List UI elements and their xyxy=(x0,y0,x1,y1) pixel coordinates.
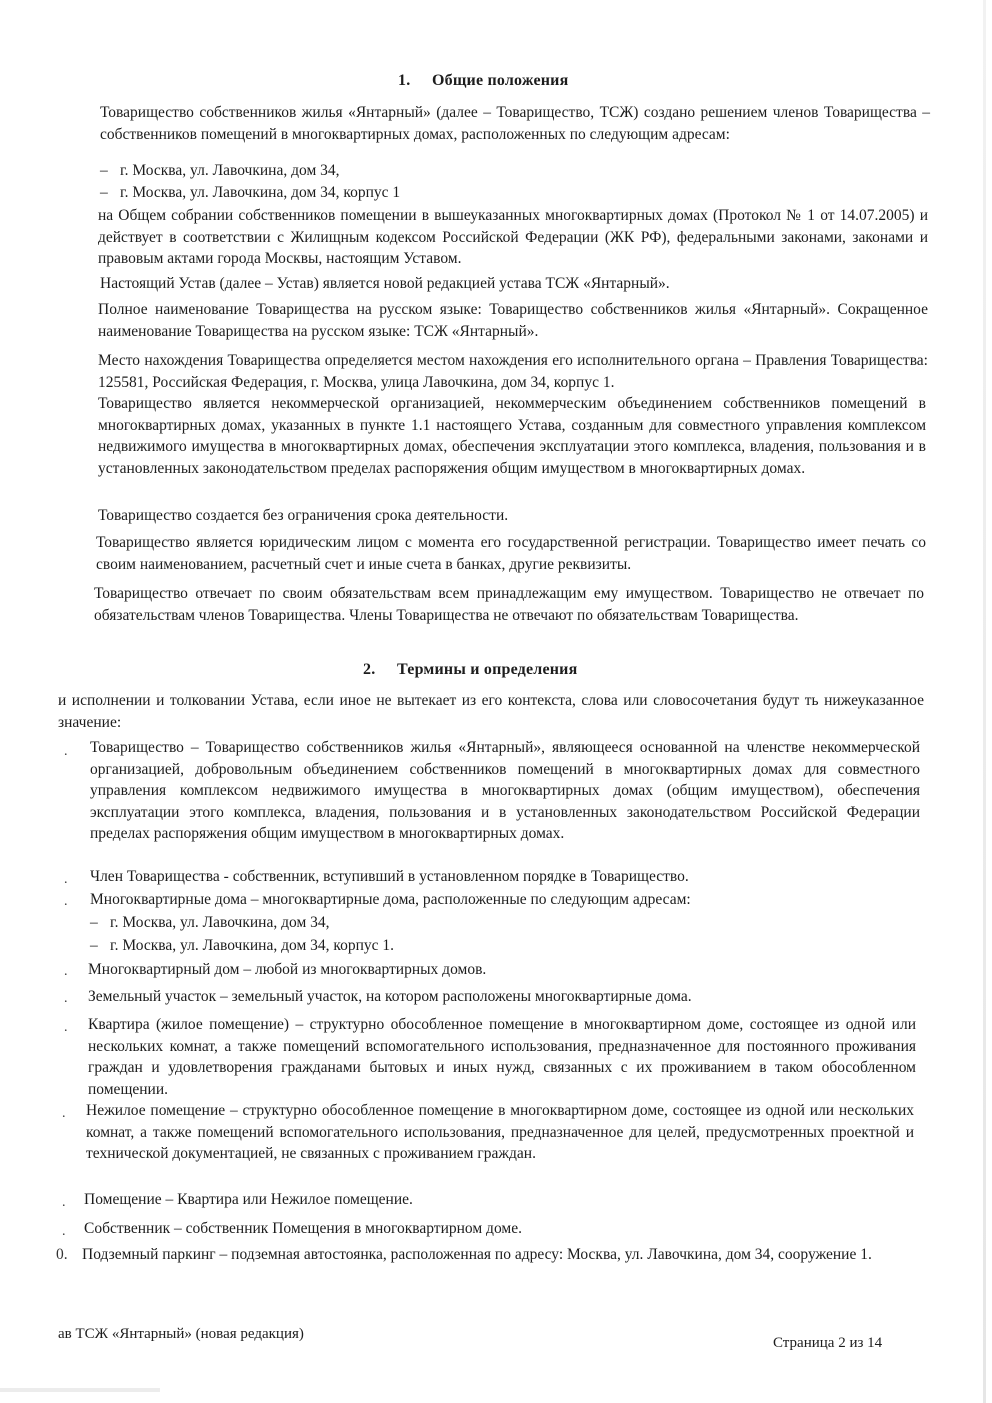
address-item: – г. Москва, ул. Лавочкина, дом 34, корпус 1. xyxy=(90,937,395,954)
paragraph: Товарищество является юридическим лицом с момента его государственной регистрации. Товарищество имеет печать со своим наименованием, расчетный счет и иные счета в банках, другие реквизиты. xyxy=(96,534,926,573)
footer-document-title: ав ТСЖ «Янтарный» (новая редакция) xyxy=(58,1326,304,1342)
section-title: Общие положения xyxy=(432,72,569,89)
definition-item: Помещение – Квартира или Нежилое помещение. xyxy=(84,1191,413,1208)
section-number: 1. xyxy=(398,72,411,89)
paragraph: Товарищество создается без ограничения срока деятельности. xyxy=(98,507,509,524)
paragraph: Товарищество является некоммерческой организацией, некоммерческим объединением собственников помещений в многоквартирных домах, указанных в пункте 1.1 настоящего Устава, созданным для совместного управления комплексом недвижимого имущества в многоквартирных домах, обеспечения эксплуатации этого комплекса, владения, пользования и в установленных законодательством пределах распоряжения общим имуществом в многоквартирных домах. xyxy=(98,395,926,477)
paragraph: и исполнении и толковании Устава, если иное не вытекает из его контекста, слова или словосочетания будут ть нижеуказанное значение: xyxy=(58,692,924,731)
paragraph: Товарищество собственников жилья «Янтарный» (далее – Товарищество, ТСЖ) создано решением членов Товарищества – собственников помещений в многоквартирных домах, расположенных по следующим адресам: xyxy=(100,104,930,143)
list-mark: . xyxy=(64,991,68,1006)
paragraph: Настоящий Устав (далее – Устав) является новой редакцией устава ТСЖ «Янтарный». xyxy=(100,275,670,292)
definition-item: Подземный паркинг – подземная автостоянка, расположенная по адресу: Москва, ул. Лавочкина, дом 34, сооружение 1. xyxy=(82,1246,872,1263)
definition-item: Собственник – собственник Помещения в многоквартирном доме. xyxy=(84,1220,522,1237)
definition-item: Квартира (жилое помещение) – структурно обособленное помещение в многоквартирном доме, состоящее из одной или нескольких комнат, а также помещений вспомогательного использования, предназначенное для постоянного проживания граждан и удовлетворения гражданами бытовых и иных нужд, связанных с их проживанием в таком обособленном помещении. xyxy=(88,1016,916,1098)
section-title: Термины и определения xyxy=(397,661,578,678)
paragraph: Полное наименование Товарищества на русском языке: Товарищество собственников жилья «Янтарный». Сокращенное наименование Товарищества на русском языке: ТСЖ «Янтарный». xyxy=(98,301,928,340)
definition-item: Товарищество – Товарищество собственников жилья «Янтарный», являющееся основанной на членстве некоммерческой организацией, добровольным объединением собственников помещений в многоквартирных домах для совместного управления комплексом недвижимого имущества в многоквартирных домах (общим имуществом), обеспечения эксплуатации этого комплекса, владения, пользования и в установленных законодательством Российской Федерации пределах распоряжения общим имуществом в многоквартирных домах. xyxy=(90,739,920,842)
address-item: – г. Москва, ул. Лавочкина, дом 34, xyxy=(100,162,340,179)
definition-item: Член Товарищества - собственник, вступивший в установленном порядке в Товарищество. xyxy=(90,868,689,885)
definition-item: Нежилое помещение – структурно обособленное помещение в многоквартирном доме, состоящее из одной или нескольких комнат, а также помещений вспомогательного использования, предназначенное для целей, предусмотренных проектной и технической документацией, не связанных с проживанием граждан. xyxy=(86,1102,914,1162)
list-mark: 0. xyxy=(56,1246,68,1263)
paragraph: Место нахождения Товарищества определяется местом нахождения его исполнительного органа – Правления Товарищества: 125581, Российская Федерация, г. Москва, улица Лавочкина, дом 34, корпус 1. xyxy=(98,352,928,391)
list-mark: . xyxy=(64,1020,68,1035)
list-mark: . xyxy=(64,872,68,887)
paragraph: Товарищество отвечает по своим обязательствам всем принадлежащим ему имуществом. Товарищество не отвечает по обязательствам членов Товарищества. Члены Товарищества не отвечают по обязательствам Товарищества. xyxy=(94,585,924,624)
list-mark: . xyxy=(64,894,68,909)
section-2-heading xyxy=(363,661,577,679)
footer-page-number: Страница 2 из 14 xyxy=(773,1335,883,1351)
scan-edge-artifact xyxy=(983,0,986,1403)
definition-item: Многоквартирные дома – многоквартирные дома, расположенные по следующим адресам: xyxy=(90,891,691,908)
list-mark: . xyxy=(62,1224,66,1239)
section-number: 2. xyxy=(363,661,376,678)
definition-item: Многоквартирный дом – любой из многоквартирных домов. xyxy=(88,961,487,978)
list-mark: . xyxy=(64,964,68,979)
list-mark: . xyxy=(64,744,68,759)
scan-bottom-artifact xyxy=(0,1388,160,1392)
definition-item: Земельный участок – земельный участок, на котором расположены многоквартирные дома. xyxy=(88,988,692,1005)
list-mark: . xyxy=(62,1195,66,1210)
address-item: – г. Москва, ул. Лавочкина, дом 34, xyxy=(90,914,330,931)
section-1-heading xyxy=(398,72,568,90)
paragraph: на Общем собрании собственников помещении в вышеуказанных многоквартирных домах (Протокол № 1 от 14.07.2005) и действует в соответствии с Жилищным кодексом Российской Федерации (ЖК РФ), федеральными законами, законами и правовым актами города Москвы, настоящим Уставом. xyxy=(98,207,928,267)
address-item: – г. Москва, ул. Лавочкина, дом 34, корпус 1 xyxy=(100,184,401,201)
list-mark: . xyxy=(62,1106,66,1121)
